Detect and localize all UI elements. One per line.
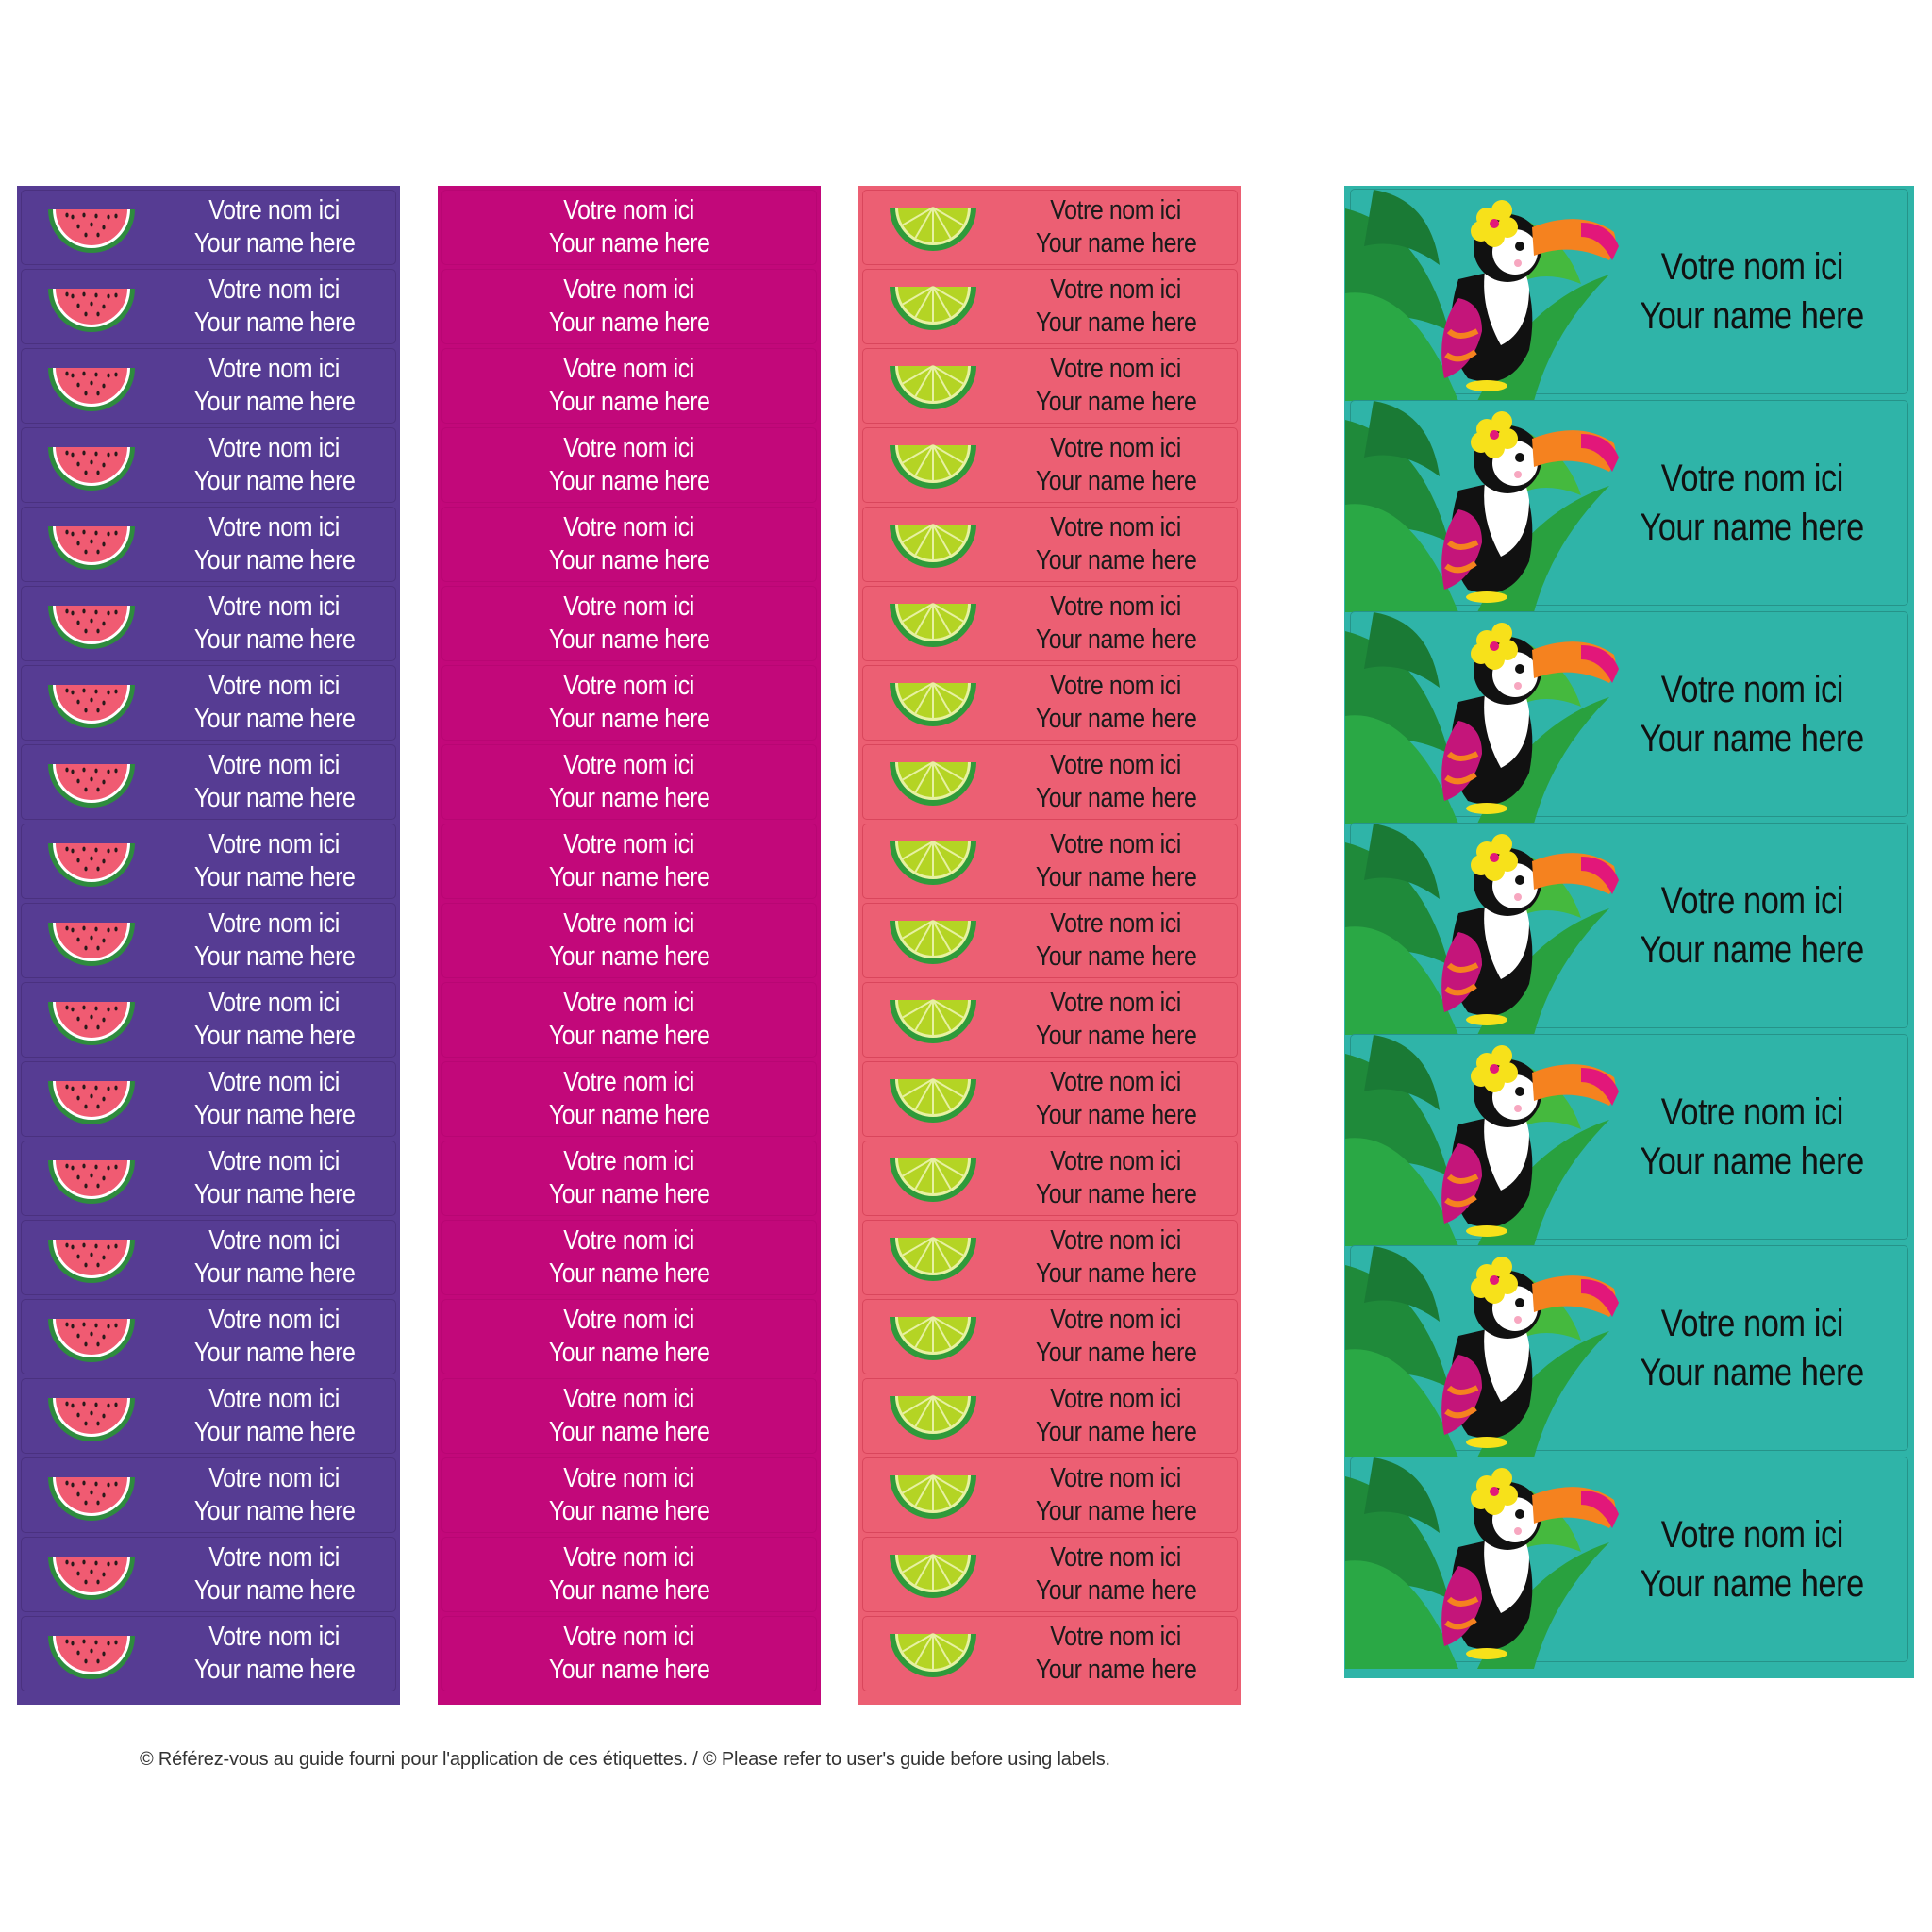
label-line-english: Your name here: [193, 783, 356, 813]
label-line-english: Your name here: [193, 228, 356, 258]
lime-label-sheet: [858, 186, 1241, 1705]
name-label: [21, 1457, 396, 1533]
label-line-french: Votre nom ici: [208, 1305, 341, 1335]
label-line-french: Votre nom ici: [563, 275, 695, 305]
name-label: [862, 824, 1238, 899]
lime-slice-icon: [886, 202, 980, 255]
label-line-english: Your name here: [193, 625, 356, 655]
label-line-english: Your name here: [1035, 1338, 1197, 1368]
name-label: [1350, 1034, 1908, 1240]
watermelon-label-sheet: [17, 186, 400, 1705]
label-line-french: Votre nom ici: [208, 275, 341, 305]
label-line-english: Your name here: [1035, 862, 1197, 892]
name-label: [1350, 1245, 1908, 1451]
lime-slice-icon: [886, 519, 980, 572]
lime-slice-icon: [886, 1311, 980, 1364]
label-line-french: Votre nom ici: [1050, 1463, 1182, 1493]
label-line-french: Votre nom ici: [563, 671, 695, 701]
name-label: [441, 1220, 817, 1295]
label-line-english: Your name here: [193, 1575, 356, 1606]
label-line-english: Your name here: [548, 466, 710, 496]
name-label: [21, 903, 396, 978]
label-line-english: Your name here: [193, 1021, 356, 1051]
label-line-english: Your name here: [548, 1021, 710, 1051]
toucan-icon: [1345, 401, 1628, 612]
label-line-english: Your name here: [1035, 466, 1197, 496]
lime-slice-icon: [886, 994, 980, 1047]
label-line-english: Your name here: [193, 1338, 356, 1368]
name-label: [441, 586, 817, 661]
watermelon-icon: [44, 202, 139, 255]
label-line-french: Votre nom ici: [1050, 1067, 1182, 1097]
name-label: [21, 824, 396, 899]
label-line-french: Votre nom ici: [1050, 1305, 1182, 1335]
label-line-french: Votre nom ici: [1050, 1225, 1182, 1256]
toucan-icon: [1345, 1457, 1628, 1669]
name-label: [21, 348, 396, 424]
lime-slice-icon: [886, 677, 980, 730]
name-label: [21, 190, 396, 265]
label-line-english: Your name here: [548, 1496, 710, 1526]
label-line-french: Votre nom ici: [1050, 512, 1182, 542]
name-label: [21, 1616, 396, 1691]
name-label: [862, 665, 1238, 741]
label-line-english: Your name here: [1035, 387, 1197, 417]
name-label: [862, 1299, 1238, 1374]
lime-slice-icon: [886, 757, 980, 809]
label-line-english: Your name here: [548, 308, 710, 338]
label-line-french: Votre nom ici: [208, 1225, 341, 1256]
name-label: [441, 427, 817, 503]
lime-slice-icon: [886, 1232, 980, 1285]
name-label: [862, 269, 1238, 344]
name-label: [441, 744, 817, 820]
watermelon-icon: [44, 757, 139, 809]
label-line-english: Your name here: [1035, 1100, 1197, 1130]
label-line-english: Your name here: [548, 545, 710, 575]
label-line-french: Votre nom ici: [1660, 669, 1843, 710]
label-line-english: Your name here: [548, 862, 710, 892]
name-label: [1350, 823, 1908, 1028]
lime-slice-icon: [886, 836, 980, 889]
label-line-french: Votre nom ici: [1050, 1542, 1182, 1573]
label-line-english: Your name here: [548, 1338, 710, 1368]
label-line-french: Votre nom ici: [1050, 1622, 1182, 1652]
label-line-english: Your name here: [1035, 1496, 1197, 1526]
label-line-english: Your name here: [1035, 704, 1197, 734]
usage-note: © Référez-vous au guide fourni pour l'application de ces étiquettes. / © Please refer to user's guide before using labels.: [140, 1749, 1110, 1770]
label-line-french: Votre nom ici: [563, 1305, 695, 1335]
watermelon-icon: [44, 1311, 139, 1364]
name-label: [441, 1299, 817, 1374]
name-label: [441, 1061, 817, 1137]
label-line-french: Votre nom ici: [563, 433, 695, 463]
label-line-english: Your name here: [1640, 1141, 1864, 1182]
lime-slice-icon: [886, 281, 980, 334]
label-line-english: Your name here: [193, 941, 356, 972]
label-line-english: Your name here: [193, 466, 356, 496]
watermelon-icon: [44, 281, 139, 334]
label-line-english: Your name here: [1035, 1258, 1197, 1289]
label-line-french: Votre nom ici: [563, 750, 695, 780]
label-line-french: Votre nom ici: [1660, 1303, 1843, 1344]
toucan-icon: [1345, 1035, 1628, 1246]
label-line-english: Your name here: [1035, 1575, 1197, 1606]
label-line-french: Votre nom ici: [208, 908, 341, 939]
label-line-english: Your name here: [1035, 1021, 1197, 1051]
watermelon-icon: [44, 677, 139, 730]
label-line-english: Your name here: [548, 387, 710, 417]
lime-slice-icon: [886, 1549, 980, 1602]
label-line-english: Your name here: [1035, 941, 1197, 972]
label-line-english: Your name here: [548, 1417, 710, 1447]
label-line-french: Votre nom ici: [208, 671, 341, 701]
label-line-english: Your name here: [1035, 1179, 1197, 1209]
toucan-icon: [1345, 824, 1628, 1035]
label-line-french: Votre nom ici: [208, 1542, 341, 1573]
label-line-french: Votre nom ici: [563, 908, 695, 939]
name-label: [862, 1061, 1238, 1137]
name-label: [441, 824, 817, 899]
label-line-english: Your name here: [548, 783, 710, 813]
watermelon-icon: [44, 994, 139, 1047]
lime-slice-icon: [886, 915, 980, 968]
label-line-french: Votre nom ici: [1050, 433, 1182, 463]
label-line-english: Your name here: [1035, 625, 1197, 655]
name-label: [21, 744, 396, 820]
name-label: [862, 744, 1238, 820]
name-label: [862, 1537, 1238, 1612]
toucan-label-sheet: [1344, 186, 1914, 1678]
lime-slice-icon: [886, 1628, 980, 1681]
label-line-french: Votre nom ici: [563, 1146, 695, 1176]
label-line-french: Votre nom ici: [208, 591, 341, 622]
watermelon-icon: [44, 1470, 139, 1523]
label-line-english: Your name here: [1640, 1352, 1864, 1393]
label-line-french: Votre nom ici: [1660, 246, 1843, 288]
watermelon-icon: [44, 598, 139, 651]
label-line-french: Votre nom ici: [1050, 195, 1182, 225]
label-line-english: Your name here: [193, 1417, 356, 1447]
label-line-french: Votre nom ici: [208, 433, 341, 463]
label-line-french: Votre nom ici: [1660, 880, 1843, 922]
watermelon-icon: [44, 915, 139, 968]
label-line-french: Votre nom ici: [208, 512, 341, 542]
label-line-english: Your name here: [548, 1655, 710, 1685]
label-line-english: Your name here: [1035, 545, 1197, 575]
label-line-french: Votre nom ici: [208, 988, 341, 1018]
lime-slice-icon: [886, 440, 980, 492]
name-label: [862, 348, 1238, 424]
label-line-french: Votre nom ici: [563, 354, 695, 384]
name-label: [21, 427, 396, 503]
name-label: [441, 903, 817, 978]
lime-slice-icon: [886, 1470, 980, 1523]
label-line-french: Votre nom ici: [563, 988, 695, 1018]
name-label: [862, 903, 1238, 978]
name-label: [21, 1378, 396, 1454]
name-label: [1350, 189, 1908, 394]
label-line-french: Votre nom ici: [1050, 354, 1182, 384]
name-label: [1350, 611, 1908, 817]
label-line-french: Votre nom ici: [208, 1384, 341, 1414]
watermelon-icon: [44, 519, 139, 572]
label-line-french: Votre nom ici: [563, 195, 695, 225]
label-line-english: Your name here: [548, 1258, 710, 1289]
label-line-english: Your name here: [193, 387, 356, 417]
name-label: [21, 982, 396, 1058]
name-label: [862, 1616, 1238, 1691]
name-label: [21, 665, 396, 741]
label-line-english: Your name here: [548, 1179, 710, 1209]
label-line-french: Votre nom ici: [1050, 988, 1182, 1018]
label-line-english: Your name here: [1035, 308, 1197, 338]
name-label: [1350, 1457, 1908, 1662]
lime-slice-icon: [886, 598, 980, 651]
label-line-english: Your name here: [193, 704, 356, 734]
magenta-label-sheet: [438, 186, 821, 1705]
name-label: [441, 507, 817, 582]
label-line-english: Your name here: [1640, 507, 1864, 548]
name-label: [441, 665, 817, 741]
watermelon-icon: [44, 836, 139, 889]
name-label: [441, 1378, 817, 1454]
label-line-french: Votre nom ici: [563, 512, 695, 542]
label-line-english: Your name here: [193, 862, 356, 892]
label-line-french: Votre nom ici: [1050, 591, 1182, 622]
watermelon-icon: [44, 1549, 139, 1602]
label-line-english: Your name here: [193, 1655, 356, 1685]
label-line-french: Votre nom ici: [563, 1384, 695, 1414]
label-line-french: Votre nom ici: [1050, 275, 1182, 305]
label-line-english: Your name here: [548, 704, 710, 734]
lime-slice-icon: [886, 1391, 980, 1443]
label-line-english: Your name here: [193, 1100, 356, 1130]
lime-slice-icon: [886, 1074, 980, 1126]
name-label: [441, 982, 817, 1058]
label-line-english: Your name here: [548, 1100, 710, 1130]
label-line-french: Votre nom ici: [1050, 750, 1182, 780]
name-label: [441, 1141, 817, 1216]
label-line-french: Votre nom ici: [1660, 458, 1843, 499]
name-label: [862, 586, 1238, 661]
label-line-french: Votre nom ici: [208, 354, 341, 384]
name-label: [862, 1220, 1238, 1295]
name-label: [21, 1299, 396, 1374]
label-line-french: Votre nom ici: [1660, 1514, 1843, 1556]
label-line-english: Your name here: [193, 1179, 356, 1209]
watermelon-icon: [44, 1074, 139, 1126]
label-line-french: Votre nom ici: [1660, 1091, 1843, 1133]
name-label: [862, 1378, 1238, 1454]
label-line-french: Votre nom ici: [208, 1622, 341, 1652]
name-label: [1350, 400, 1908, 606]
label-line-english: Your name here: [1640, 718, 1864, 759]
name-label: [21, 1537, 396, 1612]
name-label: [441, 1537, 817, 1612]
label-line-english: Your name here: [193, 1496, 356, 1526]
label-line-english: Your name here: [548, 625, 710, 655]
label-line-english: Your name here: [1640, 929, 1864, 971]
label-line-english: Your name here: [193, 545, 356, 575]
label-line-english: Your name here: [548, 1575, 710, 1606]
lime-slice-icon: [886, 360, 980, 413]
watermelon-icon: [44, 440, 139, 492]
label-line-english: Your name here: [1035, 1655, 1197, 1685]
watermelon-icon: [44, 1153, 139, 1206]
label-line-french: Votre nom ici: [563, 1225, 695, 1256]
label-line-french: Votre nom ici: [208, 195, 341, 225]
label-line-english: Your name here: [548, 941, 710, 972]
label-line-french: Votre nom ici: [208, 1067, 341, 1097]
label-line-french: Votre nom ici: [208, 1463, 341, 1493]
toucan-icon: [1345, 1246, 1628, 1457]
name-label: [862, 507, 1238, 582]
label-line-english: Your name here: [193, 1258, 356, 1289]
name-label: [21, 586, 396, 661]
label-line-french: Votre nom ici: [563, 1067, 695, 1097]
label-line-french: Votre nom ici: [563, 1542, 695, 1573]
label-line-french: Votre nom ici: [563, 591, 695, 622]
name-label: [862, 427, 1238, 503]
watermelon-icon: [44, 1628, 139, 1681]
label-line-english: Your name here: [1640, 295, 1864, 337]
label-line-french: Votre nom ici: [1050, 1146, 1182, 1176]
watermelon-icon: [44, 1232, 139, 1285]
name-label: [441, 190, 817, 265]
name-label: [441, 1457, 817, 1533]
name-label: [441, 1616, 817, 1691]
lime-slice-icon: [886, 1153, 980, 1206]
label-line-english: Your name here: [1035, 783, 1197, 813]
label-line-english: Your name here: [193, 308, 356, 338]
label-line-english: Your name here: [1640, 1563, 1864, 1605]
toucan-icon: [1345, 612, 1628, 824]
watermelon-icon: [44, 1391, 139, 1443]
label-line-french: Votre nom ici: [208, 750, 341, 780]
label-line-french: Votre nom ici: [208, 829, 341, 859]
name-label: [441, 348, 817, 424]
name-label: [862, 1457, 1238, 1533]
name-label: [21, 1220, 396, 1295]
label-line-french: Votre nom ici: [1050, 671, 1182, 701]
name-label: [21, 507, 396, 582]
name-label: [862, 190, 1238, 265]
name-label: [21, 1061, 396, 1137]
toucan-icon: [1345, 190, 1628, 401]
label-line-french: Votre nom ici: [208, 1146, 341, 1176]
label-line-french: Votre nom ici: [563, 1463, 695, 1493]
label-line-english: Your name here: [1035, 1417, 1197, 1447]
label-line-french: Votre nom ici: [563, 1622, 695, 1652]
label-line-english: Your name here: [548, 228, 710, 258]
watermelon-icon: [44, 360, 139, 413]
label-line-french: Votre nom ici: [563, 829, 695, 859]
name-label: [441, 269, 817, 344]
label-line-french: Votre nom ici: [1050, 829, 1182, 859]
label-line-french: Votre nom ici: [1050, 1384, 1182, 1414]
label-line-french: Votre nom ici: [1050, 908, 1182, 939]
name-label: [21, 1141, 396, 1216]
label-line-english: Your name here: [1035, 228, 1197, 258]
name-label: [862, 982, 1238, 1058]
name-label: [21, 269, 396, 344]
name-label: [862, 1141, 1238, 1216]
